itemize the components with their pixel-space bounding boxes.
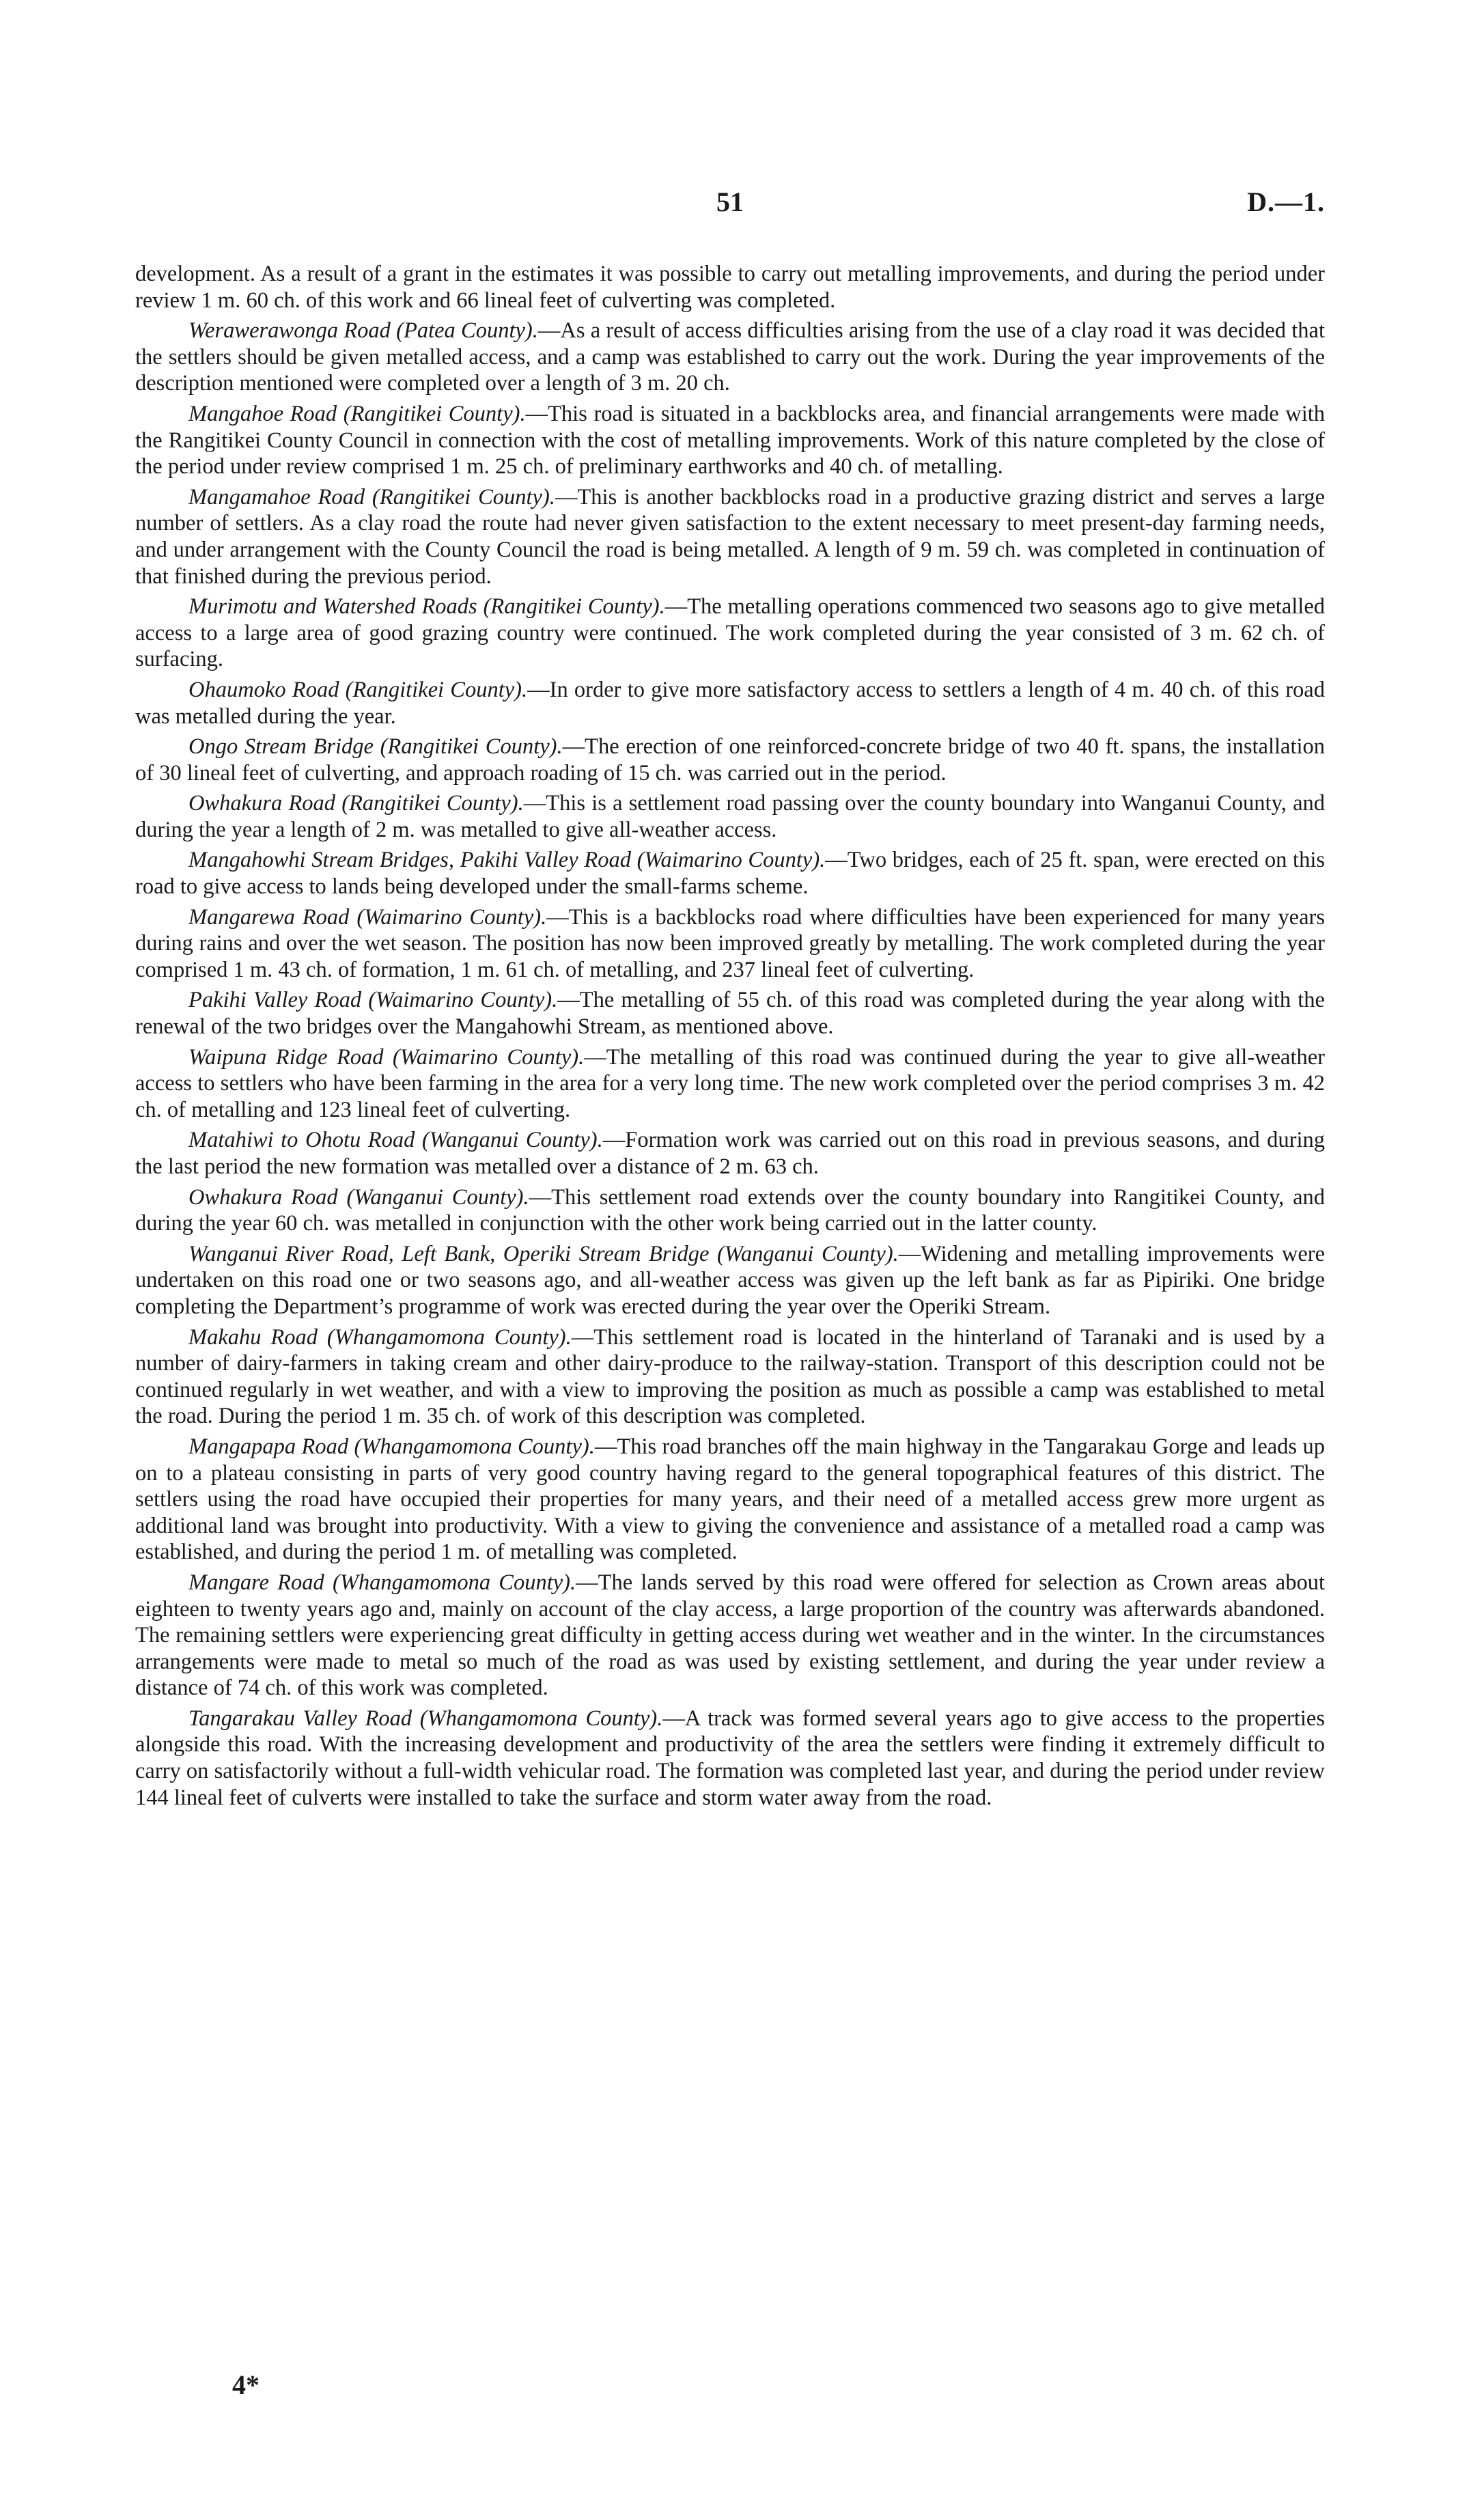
section-title: Mangarewa Road (Waimarino County). <box>188 904 547 930</box>
section-title: Pakihi Valley Road (Waimarino County). <box>188 988 558 1013</box>
section-mangare-road <box>135 1570 1325 1701</box>
section-title: Mangahowhi Stream Bridges, Pakihi Valley Road (Waimarino County). <box>188 848 826 873</box>
opening-paragraph: development. As a result of a grant in the estimates it was possible to carry out metalling improvements, and during the period under review 1 m. 60 ch. of this work and 66 lineal feet of culverting was completed. <box>135 262 1325 313</box>
page-number: 51 <box>716 186 744 217</box>
section-title: Mangamahoe Road (Rangitikei County). <box>188 484 555 510</box>
section-matahiwi-ohotu-road <box>135 1127 1325 1180</box>
section-makahu-road <box>135 1324 1325 1430</box>
section-werawerawonga-road <box>135 318 1325 397</box>
section-title: Ohaumoko Road (Rangitikei County). <box>188 677 528 702</box>
section-mangahoe-road <box>135 401 1325 480</box>
section-title: Murimotu and Watershed Roads (Rangitikei County). <box>188 594 665 620</box>
section-tangarakau-valley-road <box>135 1706 1325 1811</box>
section-text: —The metalling operations commenced two seasons ago to give metalled access to a large area of good grazing country were continued. The work completed during the year consisted of 3 m. 62 ch. of surfacing. <box>135 594 1325 672</box>
section-text: —A track was formed several years ago to give access to the properties alongside this road. With the increasing development and productivity of the area the settlers were finding it extremely difficult to carry on satisfactorily without a full-width vehicular road. The formation was completed last year, and during the period under review 144 lineal feet of culverts were installed to take the surface and storm water away from the road. <box>135 1706 1325 1810</box>
section-text: —This road branches off the main highway in the Tangarakau Gorge and leads up on to a plateau consisting in parts of very good country having regard to the general topographical features of this district. The settlers using the road have occupied their properties for many years, and their need of a metalled access grew more urgent as additional land was brought into productivity. With a view to giving the convenience and assistance of a metalled road a camp was established, and during the period 1 m. of metalling was completed. <box>135 1434 1325 1565</box>
section-mangahowhi-stream-bridges <box>135 847 1325 900</box>
section-pakihi-valley-road <box>135 987 1325 1040</box>
section-mangarewa-road <box>135 904 1325 984</box>
section-title: Owhakura Road (Wanganui County). <box>188 1184 529 1210</box>
section-text: —This is a backblocks road where difficulties have been experienced for many years during rains and over the wet season. The position has now been improved greatly by metalling. The work completed during the year comprised 1 m. 43 ch. of formation, 1 m. 61 ch. of metalling, and 237 lineal feet of culverting. <box>135 904 1326 982</box>
section-mangapapa-road <box>135 1434 1325 1566</box>
report-body <box>135 261 1325 1815</box>
document-code: D.—1. <box>1247 186 1325 217</box>
page-header <box>135 186 1325 227</box>
section-text: —This settlement road extends over the county boundary into Rangitikei County, and during the year 60 ch. was metalled in conjunction with the other work being carried out in the latter county. <box>135 1184 1325 1236</box>
section-waipuna-ridge-road <box>135 1044 1325 1124</box>
section-text: —Formation work was carried out on this road in previous seasons, and during the last period the new formation was metalled over a distance of 2 m. 63 ch. <box>135 1128 1325 1179</box>
section-text: —The metalling of this road was continued during the year to give all-weather access to settlers who have been farming in the area for a very long time. The new work completed over the period comprises 3 m. 42 ch. of metalling and 123 lineal feet of culverting. <box>135 1044 1326 1122</box>
section-murimotu-watershed-roads <box>135 594 1325 673</box>
section-title: Mangare Road (Whangamomona County). <box>188 1570 576 1595</box>
section-title: Mangapapa Road (Whangamomona County). <box>188 1434 595 1459</box>
section-title: Owhakura Road (Rangitikei County). <box>188 791 524 816</box>
section-title: Makahu Road (Whangamomona County). <box>188 1324 572 1350</box>
section-text: —The lands served by this road were offered for selection as Crown areas about eighteen to twenty years ago and, mainly on account of the clay access, a large proportion of the country was afterwards abandoned. The remaining settlers were experiencing great difficulty in getting access during wet weather and in the winter. In the circumstances arrangements were made to metal so much of the road as was used by existing settlement, and during the year under review a distance of 74 ch. of this work was completed. <box>135 1570 1325 1701</box>
section-text: —This is another backblocks road in a productive grazing district and serves a large number of settlers. As a clay road the route had never given satisfaction to the extent necessary to meet present-day farming needs, and under arrangement with the County Council the road is being metalled. A length of 9 m. 59 ch. was completed in continuation of that finished during the previous period. <box>135 484 1325 589</box>
section-title: Ongo Stream Bridge (Rangitikei County). <box>188 734 563 760</box>
section-title: Tangarakau Valley Road (Whangamomona County). <box>188 1706 663 1731</box>
section-text: —The erection of one reinforced-concrete bridge of two 40 ft. spans, the installation of 30 lineal feet of culverting, and approach roading of 15 ch. was carried out in the period. <box>135 734 1325 785</box>
section-title: Werawerawonga Road (Patea County). <box>188 318 538 344</box>
section-title: Wanganui River Road, Left Bank, Operiki Stream Bridge (Wanganui County). <box>188 1241 899 1266</box>
section-text: —This settlement road is located in the hinterland of Taranaki and is used by a number of dairy-farmers in taking cream and other dairy-produce to the railway-station. Transport of this description could not be continued regularly in wet weather, and with a view to improving the position as much as possible a camp was established to metal the road. During the period 1 m. 35 ch. of work of this description was completed. <box>135 1324 1325 1429</box>
section-text: —Two bridges, each of 25 ft. span, were erected on this road to give access to lands being developed under the small-farms scheme. <box>135 848 1326 900</box>
section-text: —In order to give more satisfactory access to settlers a length of 4 m. 40 ch. of this road was metalled during the year. <box>135 677 1325 729</box>
section-title: Waipuna Ridge Road (Waimarino County). <box>188 1044 585 1070</box>
section-title: Matahiwi to Ohotu Road (Wanganui County). <box>188 1128 603 1153</box>
section-ohaumoko-road <box>135 677 1325 729</box>
section-ongo-stream-bridge <box>135 734 1325 786</box>
section-text: —This road is situated in a backblocks area, and financial arrangements were made with the Rangitikei County Council in connection with the cost of metalling improvements. Work of this nature completed by the close of the period under review comprised 1 m. 25 ch. of preliminary earthworks and 40 ch. of metalling. <box>135 401 1326 479</box>
section-text: —This is a settlement road passing over the county boundary into Wanganui County, and during the year a length of 2 m. was metalled to give all-weather access. <box>135 791 1326 842</box>
section-text: —Widening and metalling improvements were undertaken on this road one or two seasons ago, and all-weather access was given up the left bank as far as Pipiriki. One bridge completing the Department’s programme of work was erected during the year over the Operiki Stream. <box>135 1241 1325 1319</box>
section-owhakura-road-rangitikei <box>135 790 1325 843</box>
section-text: —The metalling of 55 ch. of this road was completed during the year along with the renewal of the two bridges over the Mangahowhi Stream, as mentioned above. <box>135 988 1325 1040</box>
section-title: Mangahoe Road (Rangitikei County). <box>188 401 526 426</box>
section-owhakura-road-wanganui <box>135 1184 1325 1237</box>
section-mangamahoe-road <box>135 484 1325 589</box>
section-wanganui-river-road <box>135 1241 1325 1320</box>
section-text: —As a result of access difficulties arising from the use of a clay road it was decided that the settlers should be given metalled access, and a camp was established to carry out the work. During the year improvements of the description mentioned were completed over a length of 3 m. 20 ch. <box>135 318 1325 396</box>
signature-mark: 4* <box>232 2369 260 2400</box>
